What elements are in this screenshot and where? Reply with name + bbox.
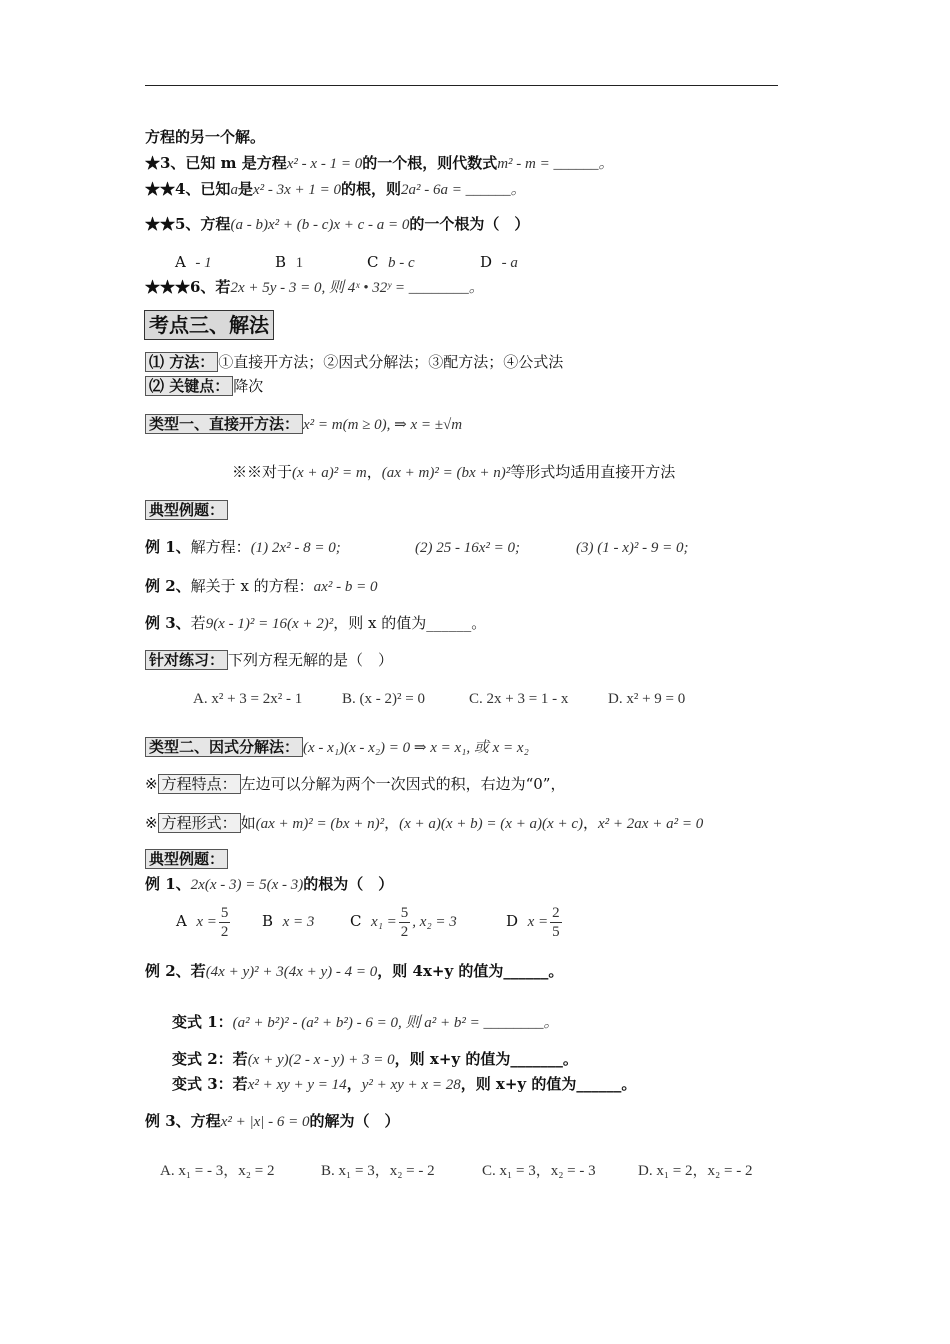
practice-option-b: B. (x - 2)² = 0 bbox=[342, 691, 425, 707]
fraction: $\frac{5}{2}$ bbox=[400, 904, 409, 940]
practice-option-d: D. x² + 9 = 0 bbox=[608, 691, 686, 707]
examples-label-2: 典型例题： bbox=[145, 849, 228, 869]
ex6-option-c: C. x₁ = 3，x₂ = - 3 bbox=[482, 1163, 596, 1179]
example-2: 例 2、解关于 x 的方程：ax² - b = 0 bbox=[145, 577, 378, 595]
example-1-part-2: (2) 25 - 16x² = 0; bbox=[415, 540, 521, 556]
q5-option-a: A - 1 bbox=[175, 253, 212, 271]
ex4-option-b: B x = 3 bbox=[262, 912, 315, 930]
fraction: $\frac{2}{5}$ bbox=[552, 904, 560, 940]
ex4-option-c: C x₁ = $\frac{5}{2}$ , x₂ = 3 bbox=[350, 904, 457, 940]
example-6: 例 3、方程x² + |x| - 6 = 0的解为（ ） bbox=[145, 1112, 400, 1130]
ex6-option-d: D. x₁ = 2，x₂ = - 2 bbox=[638, 1163, 753, 1179]
practice-line: 针对练习： 下列方程无解的是（ ） bbox=[145, 650, 393, 670]
example-5: 例 2、若(4x + y)² + 3(4x + y) - 4 = 0，则 4x+y 的值为______。 bbox=[145, 962, 564, 980]
ex4-option-d: D x = $\frac{2}{5}$ bbox=[506, 904, 560, 940]
key-point-line: ⑵ 关键点： 降次 bbox=[145, 376, 263, 396]
q5-option-d: D - a bbox=[480, 253, 518, 271]
variant-2: 变式 2：若(x + y)(2 - x - y) + 3 = 0，则 x+y 的值为_______。 bbox=[172, 1050, 578, 1068]
example-1-part-3: (3) (1 - x)² - 9 = 0; bbox=[576, 540, 689, 556]
example-4: 例 1、2x(x - 3) = 5(x - 3)的根为（ ） bbox=[145, 875, 394, 893]
ex4-option-a: A x = $\frac{5}{2}$ bbox=[176, 904, 229, 940]
practice-option-a: A. x² + 3 = 2x² - 1 bbox=[193, 691, 303, 707]
equation-feature-line: ※ 方程特点： 左边可以分解为两个一次因式的积，右边为“0”， bbox=[145, 775, 566, 793]
section-title: 考点三、解法 bbox=[144, 310, 274, 340]
example-3: 例 3、若9(x - 1)² = 16(x + 2)²，则 x 的值为______。 bbox=[145, 614, 487, 632]
header-rule bbox=[145, 85, 778, 86]
question-6: ★★★6、若2x + 5y - 3 = 0, 则 4ˣ • 32ʸ = ________。 bbox=[145, 278, 484, 296]
type-2-line: 类型二、因式分解法： (x - x₁)(x - x₂) = 0 ⇒ x = x₁, 或 x = x₂ bbox=[145, 737, 529, 758]
q5-option-b: B 1 bbox=[275, 253, 304, 271]
type-1-line: 类型一、直接开方法： x² = m(m ≥ 0), ⇒ x = ±√m bbox=[145, 414, 462, 435]
example-1: 例 1、解方程：(1) 2x² - 8 = 0; bbox=[145, 538, 341, 556]
ex6-option-a: A. x₁ = - 3，x₂ = 2 bbox=[160, 1163, 275, 1179]
variant-3: 变式 3：若x² + xy + y = 14，y² + xy + x = 28，则 x+y 的值为______。 bbox=[172, 1075, 637, 1093]
question-3: ★3、已知 m 是方程x² - x - 1 = 0的一个根，则代数式m² - m = ______。 bbox=[145, 154, 614, 172]
q5-option-c: C b - c bbox=[367, 253, 415, 271]
question-4: ★★4、已知a是x² - 3x + 1 = 0的根，则2a² - 6a = ______。 bbox=[145, 180, 526, 198]
variant-1: 变式 1：(a² + b²)² - (a² + b²) - 6 = 0, 则 a² + b² = ________。 bbox=[172, 1013, 559, 1031]
practice-option-c: C. 2x + 3 = 1 - x bbox=[469, 691, 569, 707]
question-5: ★★5、方程(a - b)x² + (b - c)x + c - a = 0的一个根为（ ） bbox=[145, 215, 530, 233]
fraction: $\frac{5}{2}$ bbox=[220, 904, 229, 940]
equation-form-line: ※ 方程形式： 如(ax + m)² = (bx + n)²，(x + a)(x + b) = (x + a)(x + c)，x² + 2ax + a² = 0 bbox=[145, 814, 704, 832]
examples-label-1: 典型例题： bbox=[145, 500, 228, 520]
ex6-option-b: B. x₁ = 3，x₂ = - 2 bbox=[321, 1163, 435, 1179]
continuation-line: 方程的另一个解。 bbox=[145, 128, 266, 146]
method-line: ⑴ 方法： ①直接开方法；②因式分解法；③配方法；④公式法 bbox=[145, 352, 563, 372]
note-direct-root: ※※对于(x + a)² = m，(ax + m)² = (bx + n)²等形式均适用直接开方法 bbox=[232, 463, 676, 481]
